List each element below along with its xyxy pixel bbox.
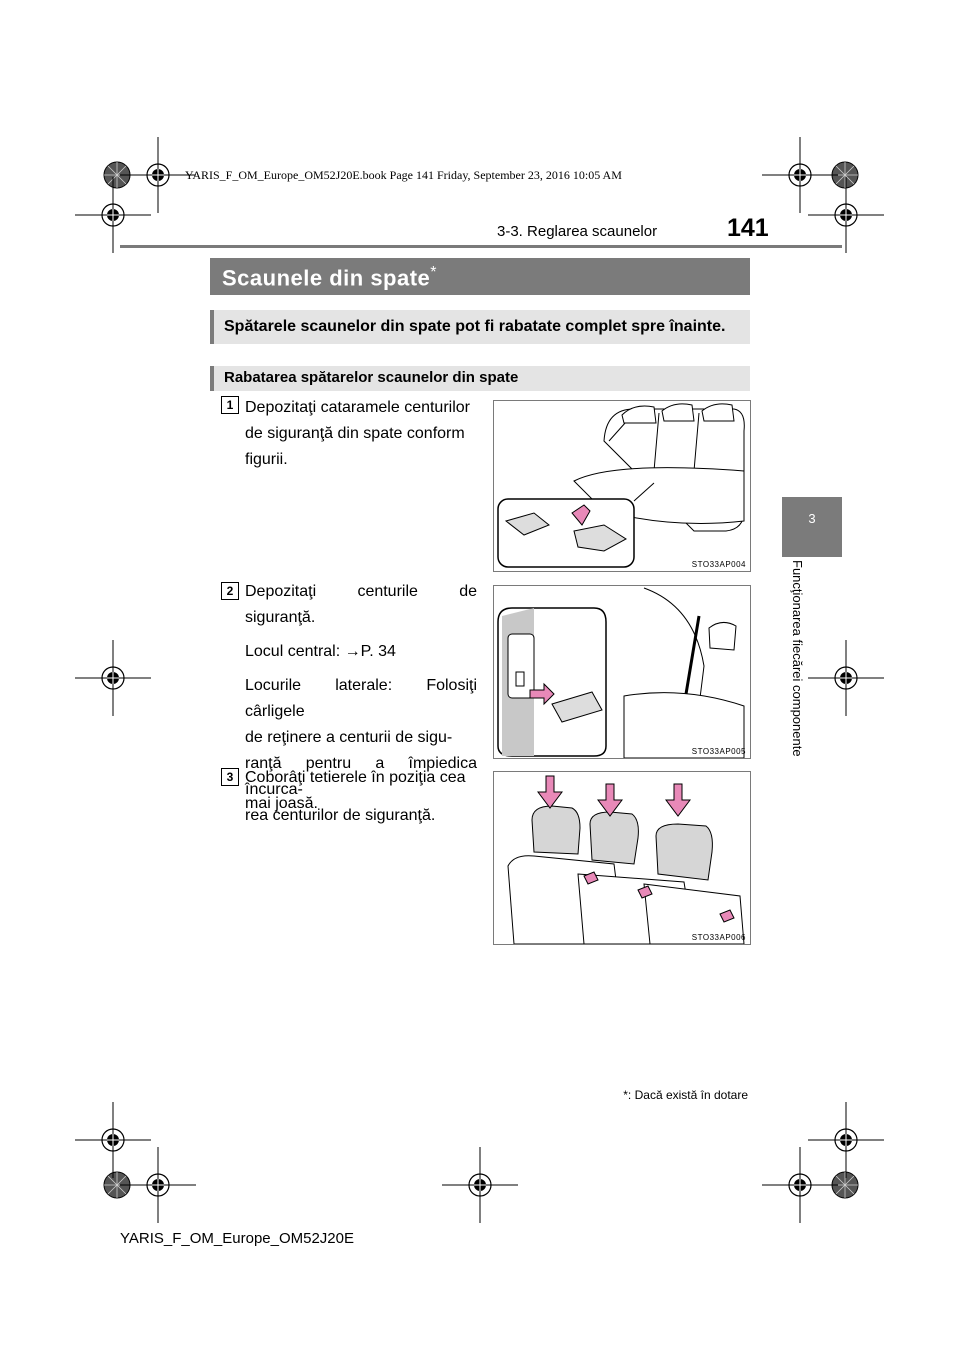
chapter-tab: 3 xyxy=(782,497,842,557)
step-2-text: Depozitaţi centurile de siguranţă. Locul central: →P. 34 Locurile laterale: Folosiţi cârligele de reţinere a centurii de sigu- ranţă pentru a împiedica încurca- rea centurilor de siguranţă. xyxy=(245,579,477,829)
file-header: YARIS_F_OM_Europe_OM52J20E.book Page 141 Friday, September 23, 2016 10:05 AM xyxy=(185,168,622,182)
step-1-text: Depozitaţi cataramele centurilor de siguranţă din spate conform figurii. xyxy=(245,399,470,468)
step-3-badge: 3 xyxy=(221,768,239,786)
step-2-badge: 2 xyxy=(221,582,239,600)
figure-headrests xyxy=(493,771,751,945)
chapter-label: Funcţionarea fiecărei componente xyxy=(790,560,805,757)
page-title: Scaunele din spate* xyxy=(222,264,438,291)
section-label: 3-3. Reglarea scaunelor xyxy=(497,223,658,240)
subheading: Rabatarea spătarelor scaunelor din spate xyxy=(224,369,519,386)
subheading-box xyxy=(210,366,750,391)
header-rule xyxy=(120,245,842,248)
headrest-illustration xyxy=(494,772,750,944)
step-2-note-lateral: Locurile laterale: Folosiţi cârligele de reţinere a centurii de sigu- ranţă pentru a împiedica încurca- rea centurilor de siguranţă. xyxy=(245,677,477,824)
intro-box xyxy=(210,310,750,344)
step-2-note-central: Locul central: →P. 34 xyxy=(245,643,396,660)
rear-seat-illustration xyxy=(494,401,750,571)
title-bar xyxy=(210,258,750,295)
figure-1-code: STO33AP004 xyxy=(691,560,746,569)
page-number: 141 xyxy=(727,214,769,242)
belt-hook-illustration xyxy=(494,586,750,758)
figure-2-code: STO33AP005 xyxy=(691,747,746,756)
footer-code: YARIS_F_OM_Europe_OM52J20E xyxy=(120,1230,355,1247)
step-1-badge: 1 xyxy=(221,396,239,414)
intro-text: Spătarele scaunelor din spate pot fi rabatate complet spre înainte. xyxy=(224,318,726,335)
footnote: *: Dacă există în dotare xyxy=(623,1088,748,1102)
figure-3-code: STO33AP006 xyxy=(691,933,746,942)
figure-seat-buckles xyxy=(493,400,751,572)
step-3-text: Coborâţi tetierele în poziţia cea mai joasă. xyxy=(245,769,466,812)
figure-belt-hooks xyxy=(493,585,751,759)
optional-marker: * xyxy=(430,264,438,281)
